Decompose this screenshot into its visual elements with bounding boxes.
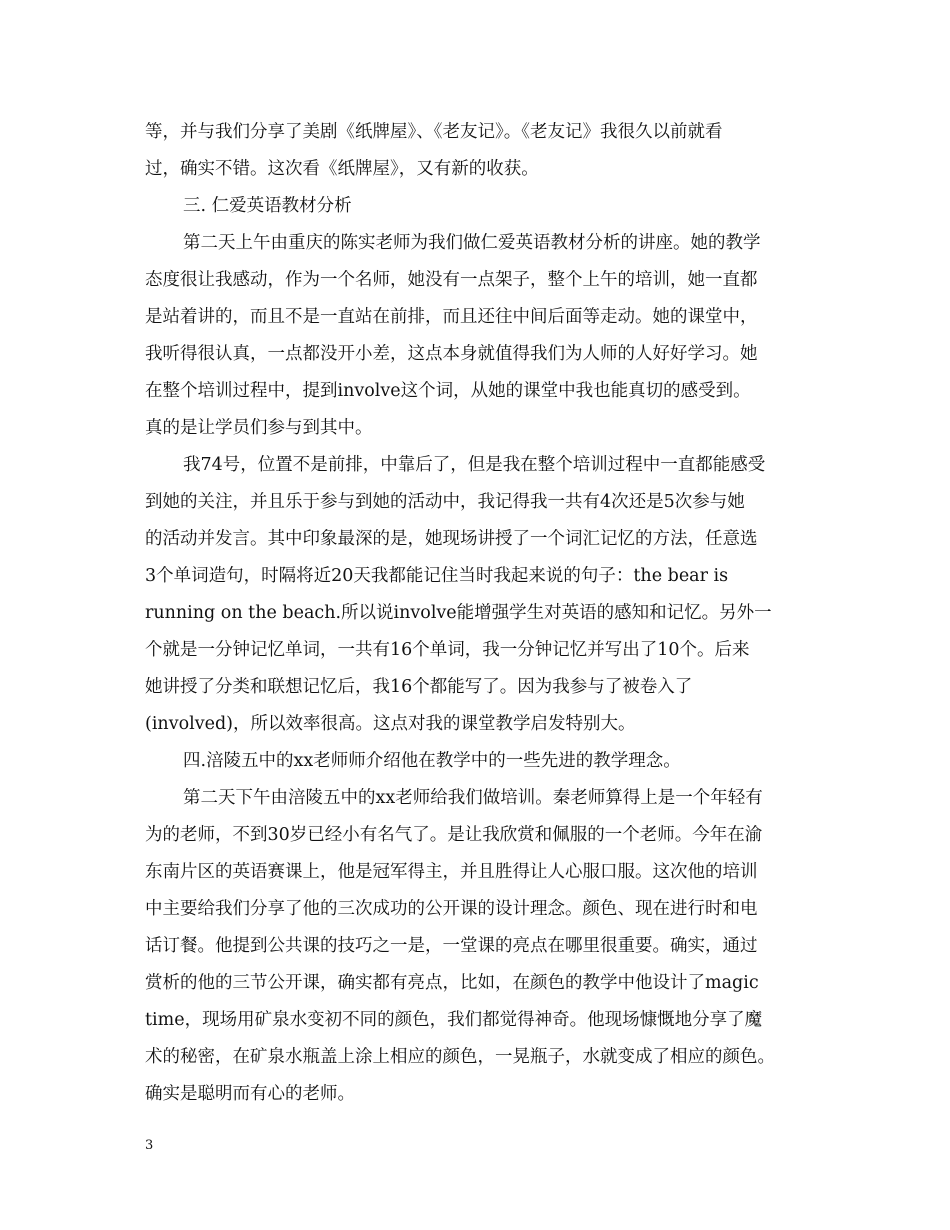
text-line: 赏析的他的三节公开课，确实都有亮点，比如，在颜色的教学中他设计了magic [145, 973, 759, 993]
text-line: 我听得很认真，一点都没开小差，这点本身就值得我们为人师的人好好学习。她 [145, 344, 758, 364]
text-line: 第二天下午由涪陵五中的xx老师给我们做培训。秦老师算得上是一个年轻有 [183, 788, 763, 808]
text-line: 的活动并发言。其中印象最深的是，她现场讲授了一个词汇记忆的方法，任意选 [145, 529, 758, 549]
text-line: 真的是让学员们参与到其中。 [145, 418, 373, 438]
text-line: 是站着讲的，而且不是一直站在前排，而且还往中间后面等走动。她的课堂中， [145, 307, 758, 327]
page-number: 3 [145, 1138, 154, 1153]
text-line: 术的秘密，在矿泉水瓶盖上涂上相应的颜色，一晃瓶子，水就变成了相应的颜色。 [145, 1047, 775, 1067]
text-line: 在整个培训过程中，提到involve这个词，从她的课堂中我也能真切的感受到。 [145, 381, 751, 401]
text-line: 到她的关注，并且乐于参与到她的活动中，我记得我一共有4次还是5次参与她 [145, 492, 745, 512]
text-line: 过，确实不错。这次看《纸牌屋》，又有新的收获。 [145, 159, 539, 179]
section-heading: 三. 仁爱英语教材分析 [183, 196, 352, 216]
text-line: running on the beach.所以说involve能增强学生对英语的感知和记忆。另外一 [145, 603, 772, 623]
section-heading: 四.涪陵五中的xx老师师介绍他在教学中的一些先进的教学理念。 [183, 751, 681, 771]
text-line: 个就是一分钟记忆单词，一共有16个单词，我一分钟记忆并写出了10个。后来 [145, 640, 750, 660]
text-line: 态度很让我感动，作为一个名师，她没有一点架子，整个上午的培训，她一直都 [145, 270, 758, 290]
text-line: 等，并与我们分享了美剧《纸牌屋》、《老友记》。《老友记》我很久以前就看 [145, 122, 723, 142]
text-line: 中主要给我们分享了他的三次成功的公开课的设计理念。颜色、现在进行时和电 [145, 899, 758, 919]
text-line: 3个单词造句，时隔将近20天我都能记住当时我起来说的句子：the bear is [145, 566, 729, 586]
text-line: 她讲授了分类和联想记忆后，我16个都能写了。因为我参与了被卷入了 [145, 677, 693, 697]
text-line: 为的老师，不到30岁已经小有名气了。是让我欣赏和佩服的一个老师。今年在渝 [145, 825, 763, 845]
text-line: 确实是聪明而有心的老师。 [145, 1084, 355, 1104]
text-line: 东南片区的英语赛课上，他是冠军得主，并且胜得让人心服口服。这次他的培训 [145, 862, 758, 882]
text-line: 我74号，位置不是前排，中靠后了，但是我在整个培训过程中一直都能感受 [183, 455, 766, 475]
text-line: time，现场用矿泉水变初不同的颜色，我们都觉得神奇。他现场慷慨地分享了魔 [145, 1010, 763, 1030]
text-line: (involved)，所以效率很高。这点对我的课堂教学启发特别大。 [145, 714, 636, 734]
text-line: 话订餐。他提到公共课的技巧之一是，一堂课的亮点在哪里很重要。确实，通过 [145, 936, 758, 956]
text-line: 第二天上午由重庆的陈实老师为我们做仁爱英语教材分析的讲座。她的教学 [183, 233, 761, 253]
